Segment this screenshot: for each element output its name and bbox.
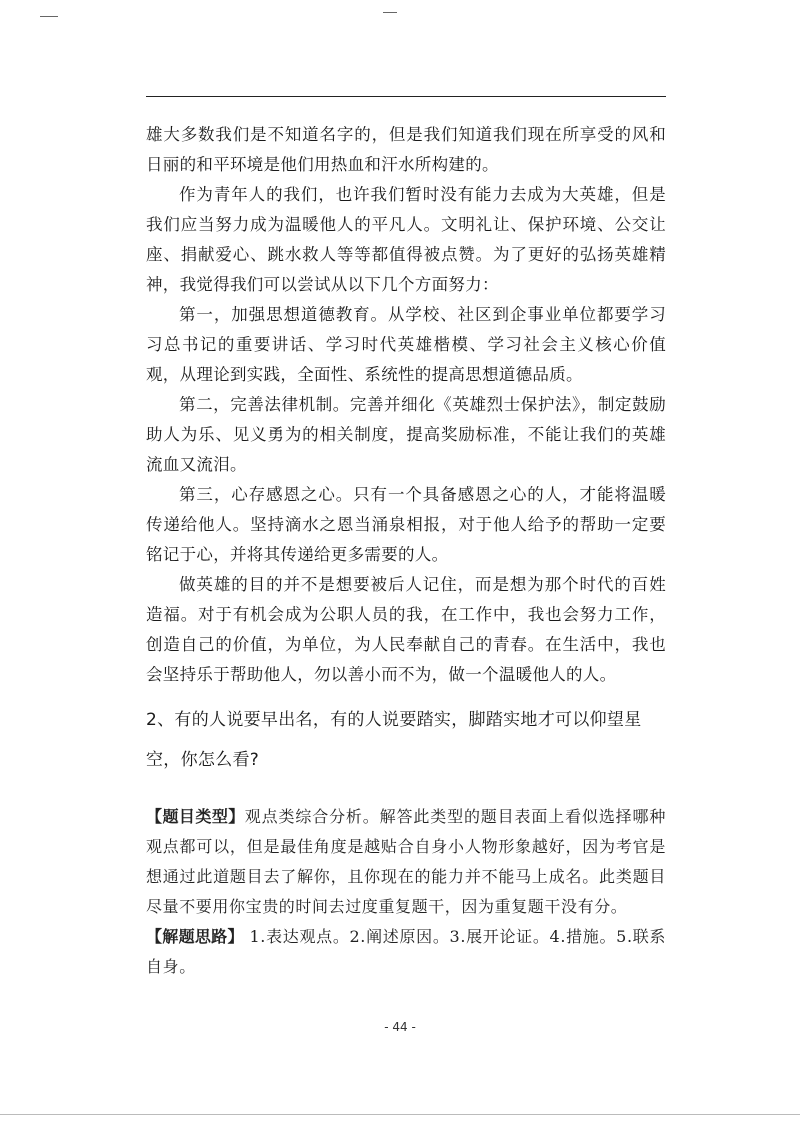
paragraph-2: 作为青年人的我们，也许我们暂时没有能力去成为大英雄，但是我们应当努力成为温暖他人的平凡人。文明礼让、保护环境、公交让座、捐献爱心、跳水救人等等都值得被点赞。为了更好的弘扬英雄精神，我觉得我们可以尝试从以下几个方面努力： [146, 185, 666, 294]
scan-mark-top-center [383, 12, 397, 13]
question-type-note [146, 802, 666, 922]
paragraph-6: 做英雄的目的并不是想要被后人记住，而是想为那个时代的百姓造福。对于有机会成为公职人员的我，在工作中，我也会努力工作，创造自己的价值，为单位，为人民奉献自己的青春。在生活中，我也会坚持乐于帮助他人，勿以善小而不为，做一个温暖他人的人。 [146, 575, 666, 684]
question-type-text: 观点类综合分析。解答此类型的题目表面上看似选择哪种观点都可以，但是最佳角度是越贴合自身小人物形象越好，因为考官是想通过此道题目去了解你，且你现在的能力并不能马上成名。此类题目尽量不要用你宝贵的时间去过度重复题干，因为重复题干没有分。 [146, 807, 666, 916]
approach-note [146, 922, 666, 982]
paragraph-3: 第一，加强思想道德教育。从学校、社区到企事业单位都要学习习总书记的重要讲话、学习时代英雄楷模、学习社会主义核心价值观，从理论到实践，全面性、系统性的提高思想道德品质。 [146, 305, 666, 384]
scan-mark-bottom [0, 1114, 800, 1115]
paragraph-4: 第二，完善法律机制。完善并细化《英雄烈士保护法》，制定鼓励助人为乐、见义勇为的相关制度，提高奖励标准，不能让我们的英雄流血又流泪。 [146, 395, 666, 474]
paragraph-5: 第三，心存感恩之心。只有一个具备感恩之心的人，才能将温暖传递给他人。坚持滴水之恩当涌泉相报，对于他人给予的帮助一定要铭记于心，并将其传递给更多需要的人。 [146, 485, 666, 564]
page-content [146, 120, 666, 982]
page-number: - 44 - [384, 1020, 416, 1034]
approach-text: 1.表达观点。2.阐述原因。3.展开论证。4.措施。5.联系自身。 [146, 927, 667, 976]
scan-mark-top-left [40, 16, 58, 17]
question-type-label: 【题目类型】 [146, 807, 245, 826]
approach-label: 【解题思路】 [146, 927, 244, 946]
header-rule [146, 96, 666, 97]
paragraph-1: 雄大多数我们是不知道名字的，但是我们知道我们现在所享受的风和日丽的和平环境是他们用热血和汗水所构建的。 [146, 125, 666, 174]
question-2: 2、有的人说要早出名，有的人说要踏实，脚踏实地才可以仰望星空，你怎么看? [146, 710, 642, 770]
